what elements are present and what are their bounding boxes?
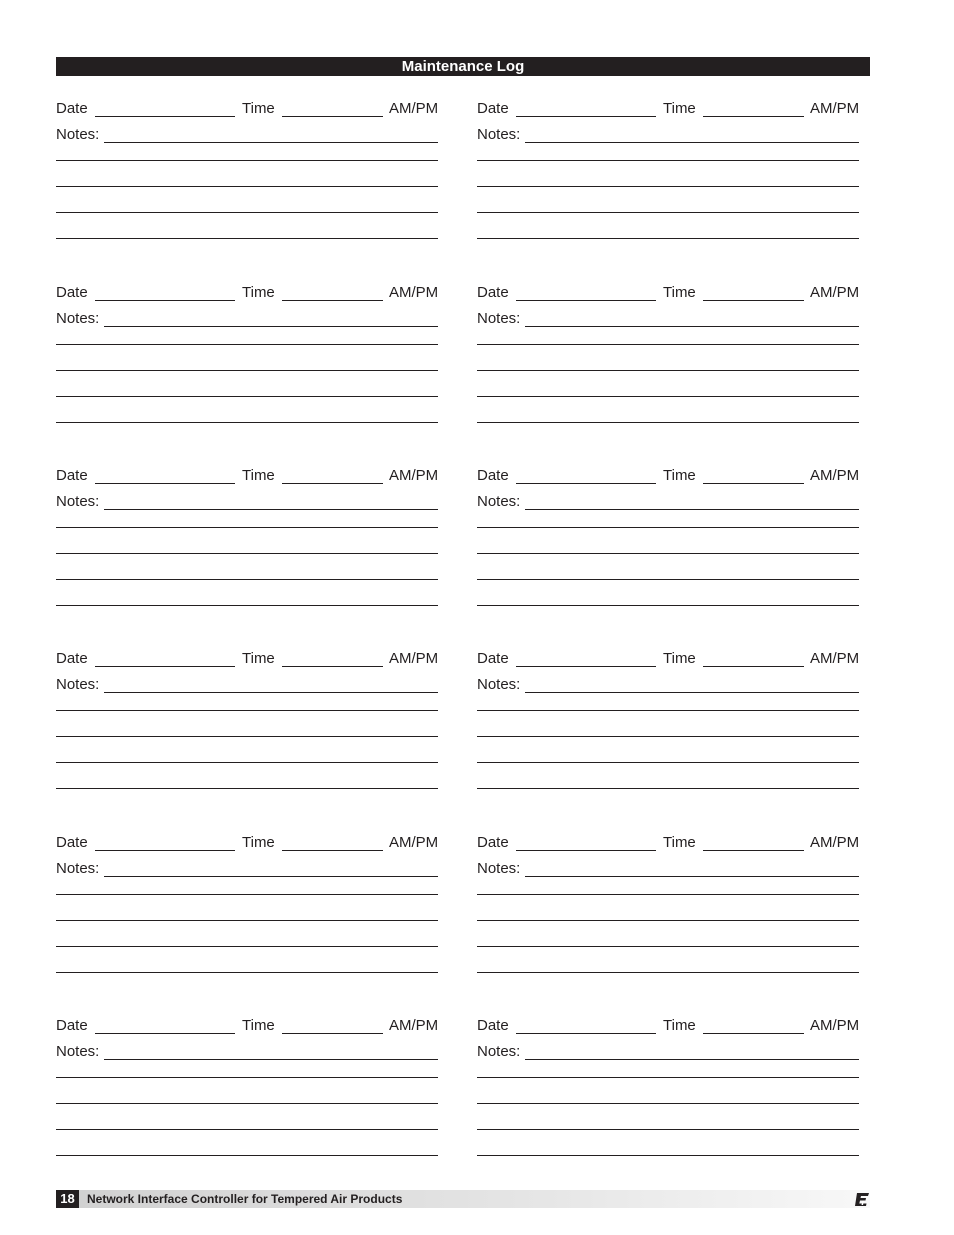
notes-line[interactable] xyxy=(56,527,438,528)
notes-label: Notes: xyxy=(56,310,100,327)
notes-line[interactable] xyxy=(477,527,859,528)
date-time-row xyxy=(56,100,446,118)
date-label: Date xyxy=(56,834,88,851)
log-entry xyxy=(56,284,456,454)
notes-field[interactable] xyxy=(525,1059,859,1060)
time-field[interactable] xyxy=(282,116,383,117)
date-field[interactable] xyxy=(516,300,656,301)
notes-line[interactable] xyxy=(56,160,438,161)
notes-line[interactable] xyxy=(477,605,859,606)
notes-label: Notes: xyxy=(477,676,521,693)
time-label: Time xyxy=(242,834,275,851)
notes-line[interactable] xyxy=(477,422,859,423)
date-time-row xyxy=(56,467,446,485)
date-label: Date xyxy=(56,650,88,667)
notes-line[interactable] xyxy=(56,579,438,580)
date-time-row xyxy=(56,284,446,302)
log-entry xyxy=(477,834,877,1004)
ampm-label: AM/PM xyxy=(389,284,439,301)
date-label: Date xyxy=(56,467,88,484)
ampm-label: AM/PM xyxy=(810,1017,860,1034)
notes-line[interactable] xyxy=(477,212,859,213)
notes-line[interactable] xyxy=(477,1103,859,1104)
notes-line[interactable] xyxy=(477,553,859,554)
ampm-label: AM/PM xyxy=(389,100,439,117)
page-number: 18 xyxy=(56,1190,79,1208)
notes-row xyxy=(477,310,859,328)
ampm-label: AM/PM xyxy=(389,650,439,667)
notes-field[interactable] xyxy=(104,142,438,143)
date-label: Date xyxy=(477,834,509,851)
notes-line[interactable] xyxy=(477,579,859,580)
ampm-label: AM/PM xyxy=(810,834,860,851)
ampm-label: AM/PM xyxy=(810,650,860,667)
time-label: Time xyxy=(663,100,696,117)
date-field[interactable] xyxy=(95,666,235,667)
time-label: Time xyxy=(663,467,696,484)
notes-line[interactable] xyxy=(477,160,859,161)
notes-label: Notes: xyxy=(477,310,521,327)
notes-label: Notes: xyxy=(56,493,100,510)
date-field[interactable] xyxy=(95,300,235,301)
log-entry xyxy=(477,284,877,454)
date-field[interactable] xyxy=(516,850,656,851)
notes-line[interactable] xyxy=(477,762,859,763)
notes-field[interactable] xyxy=(104,326,438,327)
date-time-row xyxy=(56,834,446,852)
notes-field[interactable] xyxy=(525,692,859,693)
notes-line[interactable] xyxy=(56,553,438,554)
notes-row xyxy=(477,1043,859,1061)
notes-line[interactable] xyxy=(477,894,859,895)
notes-line[interactable] xyxy=(56,946,438,947)
date-label: Date xyxy=(56,100,88,117)
notes-row xyxy=(477,493,859,511)
notes-line[interactable] xyxy=(56,894,438,895)
notes-row xyxy=(56,860,438,878)
date-field[interactable] xyxy=(95,850,235,851)
notes-line[interactable] xyxy=(477,1129,859,1130)
notes-line[interactable] xyxy=(56,920,438,921)
time-field[interactable] xyxy=(282,483,383,484)
date-time-row xyxy=(56,1017,446,1035)
notes-line[interactable] xyxy=(477,1077,859,1078)
time-field[interactable] xyxy=(703,666,804,667)
time-field[interactable] xyxy=(282,666,383,667)
date-field[interactable] xyxy=(95,1033,235,1034)
ampm-label: AM/PM xyxy=(810,284,860,301)
ampm-label: AM/PM xyxy=(810,467,860,484)
time-label: Time xyxy=(663,834,696,851)
log-entry xyxy=(477,100,877,270)
notes-row xyxy=(477,860,859,878)
notes-line[interactable] xyxy=(477,946,859,947)
date-time-row xyxy=(477,650,867,668)
log-entry xyxy=(56,834,456,1004)
notes-line[interactable] xyxy=(56,710,438,711)
log-entry xyxy=(477,467,877,637)
notes-field[interactable] xyxy=(525,876,859,877)
log-entry xyxy=(56,650,456,820)
log-entry xyxy=(477,650,877,820)
log-entry xyxy=(477,1017,877,1187)
notes-field[interactable] xyxy=(525,509,859,510)
notes-row xyxy=(477,126,859,144)
footer-title: Network Interface Controller for Tempered Air Products xyxy=(87,1192,403,1206)
notes-field[interactable] xyxy=(104,876,438,877)
notes-row xyxy=(56,493,438,511)
notes-line[interactable] xyxy=(477,972,859,973)
log-entry xyxy=(56,1017,456,1187)
time-field[interactable] xyxy=(282,850,383,851)
date-label: Date xyxy=(477,467,509,484)
page-title: Maintenance Log xyxy=(56,57,870,76)
notes-line[interactable] xyxy=(477,344,859,345)
notes-row xyxy=(56,310,438,328)
date-label: Date xyxy=(56,1017,88,1034)
time-field[interactable] xyxy=(703,300,804,301)
date-label: Date xyxy=(477,100,509,117)
notes-row xyxy=(56,126,438,144)
notes-line[interactable] xyxy=(477,710,859,711)
notes-label: Notes: xyxy=(56,126,100,143)
time-label: Time xyxy=(242,100,275,117)
notes-label: Notes: xyxy=(56,676,100,693)
date-field[interactable] xyxy=(516,116,656,117)
date-label: Date xyxy=(477,1017,509,1034)
notes-field[interactable] xyxy=(525,326,859,327)
notes-line[interactable] xyxy=(56,1077,438,1078)
log-entry xyxy=(56,467,456,637)
notes-line[interactable] xyxy=(56,972,438,973)
time-field[interactable] xyxy=(703,850,804,851)
time-field[interactable] xyxy=(282,1033,383,1034)
notes-label: Notes: xyxy=(56,1043,100,1060)
notes-row xyxy=(477,676,859,694)
log-entry xyxy=(56,100,456,270)
ampm-label: AM/PM xyxy=(389,467,439,484)
date-time-row xyxy=(477,284,867,302)
date-label: Date xyxy=(477,284,509,301)
date-time-row xyxy=(477,834,867,852)
notes-field[interactable] xyxy=(104,692,438,693)
notes-line[interactable] xyxy=(477,1155,859,1156)
notes-label: Notes: xyxy=(56,860,100,877)
notes-line[interactable] xyxy=(477,186,859,187)
date-field[interactable] xyxy=(516,666,656,667)
ampm-label: AM/PM xyxy=(389,1017,439,1034)
notes-line[interactable] xyxy=(56,788,438,789)
notes-row xyxy=(56,1043,438,1061)
notes-line[interactable] xyxy=(56,238,438,239)
date-time-row xyxy=(477,100,867,118)
notes-line[interactable] xyxy=(56,212,438,213)
date-field[interactable] xyxy=(95,483,235,484)
time-field[interactable] xyxy=(282,300,383,301)
notes-line[interactable] xyxy=(56,605,438,606)
notes-label: Notes: xyxy=(477,1043,521,1060)
date-time-row xyxy=(477,1017,867,1035)
time-label: Time xyxy=(242,650,275,667)
time-label: Time xyxy=(663,1017,696,1034)
time-label: Time xyxy=(242,1017,275,1034)
brand-logo-icon xyxy=(854,1191,870,1207)
notes-line[interactable] xyxy=(56,186,438,187)
notes-line[interactable] xyxy=(56,1129,438,1130)
notes-line[interactable] xyxy=(56,1155,438,1156)
date-label: Date xyxy=(477,650,509,667)
page-footer xyxy=(56,1190,870,1208)
notes-line[interactable] xyxy=(56,1103,438,1104)
notes-line[interactable] xyxy=(477,396,859,397)
date-field[interactable] xyxy=(516,483,656,484)
notes-line[interactable] xyxy=(56,422,438,423)
time-field[interactable] xyxy=(703,116,804,117)
time-label: Time xyxy=(663,284,696,301)
time-field[interactable] xyxy=(703,483,804,484)
time-label: Time xyxy=(663,650,696,667)
notes-line[interactable] xyxy=(56,396,438,397)
ampm-label: AM/PM xyxy=(389,834,439,851)
time-field[interactable] xyxy=(703,1033,804,1034)
notes-label: Notes: xyxy=(477,860,521,877)
notes-label: Notes: xyxy=(477,126,521,143)
notes-line[interactable] xyxy=(56,344,438,345)
notes-line[interactable] xyxy=(477,370,859,371)
notes-field[interactable] xyxy=(525,142,859,143)
date-time-row xyxy=(56,650,446,668)
time-label: Time xyxy=(242,284,275,301)
notes-field[interactable] xyxy=(104,509,438,510)
notes-line[interactable] xyxy=(56,762,438,763)
date-field[interactable] xyxy=(516,1033,656,1034)
ampm-label: AM/PM xyxy=(810,100,860,117)
notes-line[interactable] xyxy=(56,736,438,737)
notes-line[interactable] xyxy=(477,920,859,921)
notes-line[interactable] xyxy=(477,238,859,239)
notes-field[interactable] xyxy=(104,1059,438,1060)
time-label: Time xyxy=(242,467,275,484)
date-time-row xyxy=(477,467,867,485)
notes-line[interactable] xyxy=(477,788,859,789)
notes-label: Notes: xyxy=(477,493,521,510)
notes-row xyxy=(56,676,438,694)
notes-line[interactable] xyxy=(477,736,859,737)
date-field[interactable] xyxy=(95,116,235,117)
notes-line[interactable] xyxy=(56,370,438,371)
date-label: Date xyxy=(56,284,88,301)
